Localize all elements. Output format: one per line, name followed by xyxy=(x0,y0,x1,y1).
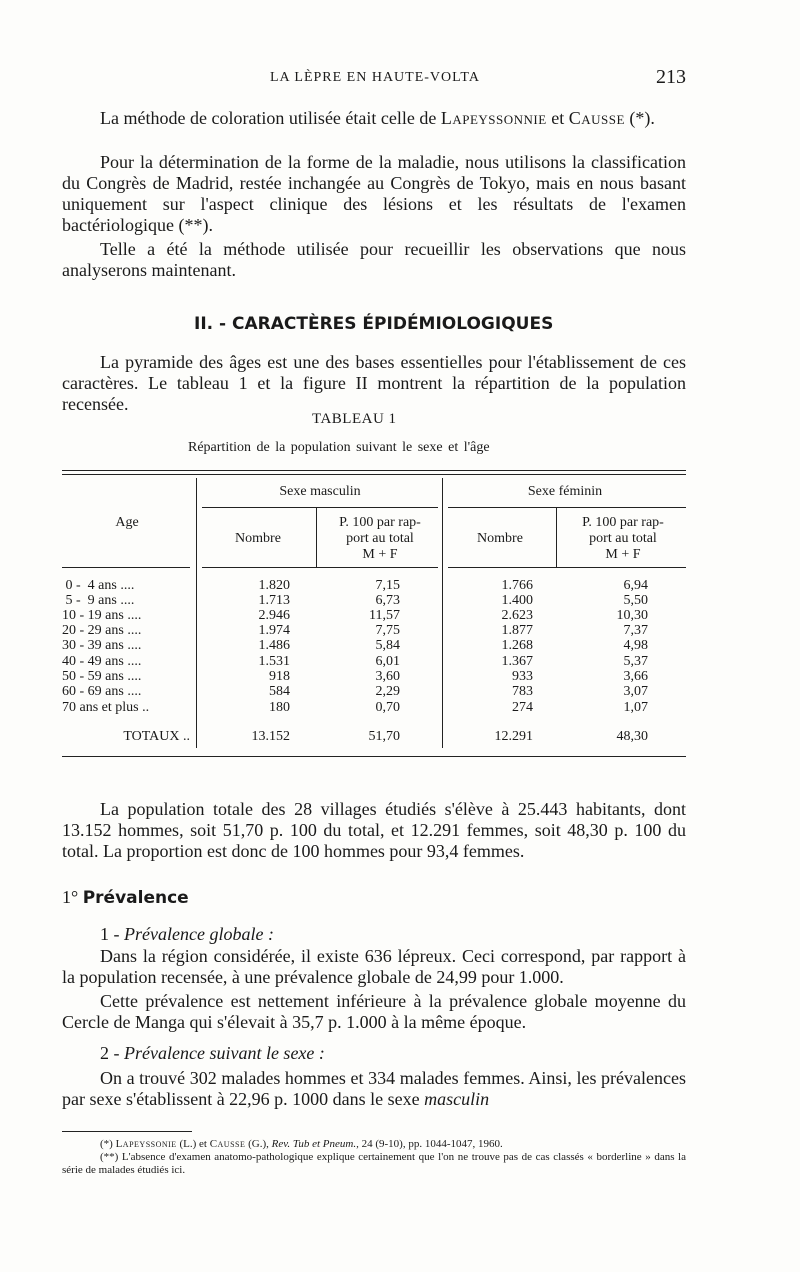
table-row: 10 - 19 ans .... 2.946 11,57 2.623 10,30 xyxy=(62,608,648,623)
table-row: 70 ans et plus .. 180 0,70 274 1,07 xyxy=(62,700,648,715)
header-female-group: Sexe féminin xyxy=(527,484,603,499)
table-row: 50 - 59 ans .... 918 3,60 933 3,66 xyxy=(62,669,648,684)
page-header xyxy=(62,66,686,94)
intro-paragraph-1: La méthode de coloration utilisée était celle de Lapeyssonnie et Causse (*). xyxy=(100,108,655,128)
table-caption: Répartition de la population suivant le sexe et l'âge xyxy=(188,440,490,455)
header-male-group: Sexe masculin xyxy=(279,484,361,499)
table-row: 0 - 4 ans .... 1.820 7,15 1.766 6,94 xyxy=(62,578,648,593)
header-pct-f: P. 100 par rap- port au total M + F xyxy=(582,515,664,562)
prevalence-paragraph-3: On a trouvé 302 malades hommes et 334 malades femmes. Ainsi, les prévalences par sexe s'établissent à 22,96 p. 1000 dans le sexe masculin xyxy=(62,1068,686,1109)
table-vline-f xyxy=(556,508,557,568)
section-paragraph-1: La pyramide des âges est une des bases essentielles pour l'établissement de ces caractères. Le tableau 1 et la figure II montrent la répartition de la population recensée. xyxy=(62,352,686,414)
author-lapeyssonnie: Lapeyssonnie xyxy=(440,108,547,128)
prevalence-paragraph-1: Dans la région considérée, il existe 636 lépreux. Ceci correspond, par rapport à la population recensée, à une prévalence globale de 24,99 pour 1.000. xyxy=(62,946,686,987)
table-total-row: TOTAUX .. 13.152 51,70 12.291 48,30 xyxy=(123,729,648,744)
intro-paragraph-2: Pour la détermination de la forme de la maladie, nous utilisons la classification du Congrès de Madrid, restée inchangée au Congrès de Tokyo, mais en nous basant uniquement sur l'aspect clinique des lésions et les résultats de l'examen bactériologique (**). xyxy=(62,152,686,235)
header-age: Age xyxy=(115,515,139,530)
footnotes xyxy=(62,1138,686,1177)
table-top-rule xyxy=(62,470,686,471)
prevalence-heading: 1° Prévalence xyxy=(62,887,189,908)
header-nombre-m: Nombre xyxy=(235,531,281,546)
table-rule-female-head xyxy=(448,567,686,568)
table-row: 5 - 9 ans .... 1.713 6,73 1.400 5,50 xyxy=(62,593,648,608)
author-causse: Causse xyxy=(568,108,625,128)
table-rule-female-group xyxy=(448,507,686,508)
footnote-rule xyxy=(62,1131,192,1132)
header-nombre-f: Nombre xyxy=(477,531,523,546)
table-row: 60 - 69 ans .... 584 2,29 783 3,07 xyxy=(62,684,648,699)
table-bottom-rule xyxy=(62,756,686,757)
page-number: 213 xyxy=(656,66,686,88)
footnote-2: (**) L'absence d'examen anatomo-pathologique explique certainement que l'on ne trouve pas de cas classés « borderline » dans la série de malades étudiés ici. xyxy=(62,1151,686,1176)
table-title: TABLEAU 1 xyxy=(312,411,397,427)
population-paragraph: La population totale des 28 villages étudiés s'élève à 25.443 habitants, dont 13.152 hommes, soit 51,70 p. 100 du total, et 12.291 femmes, soit 48,30 p. 100 du total. La proportion est donc de 100 hommes pour 93,4 femmes. xyxy=(62,799,686,861)
prevalence-paragraph-2: Cette prévalence est nettement inférieure à la prévalence globale moyenne du Cercle de Manga qui s'élevait à 35,7 p. 1.000 à la même époque. xyxy=(62,991,686,1032)
table-rule-age-head xyxy=(62,567,190,568)
section-heading: II. - CARACTÈRES ÉPIDÉMIOLOGIQUES xyxy=(194,314,554,334)
table-top-rule-2 xyxy=(62,474,686,475)
table-row: 30 - 39 ans .... 1.486 5,84 1.268 4,98 xyxy=(62,638,648,653)
intro-paragraph-3: Telle a été la méthode utilisée pour recueillir les observations que nous analyserons maintenant. xyxy=(62,239,686,280)
running-title: LA LÈPRE EN HAUTE-VOLTA xyxy=(270,70,480,85)
table-row: 20 - 29 ans .... 1.974 7,75 1.877 7,37 xyxy=(62,623,648,638)
footnote-1: (*) Lapeyssonie (L.) et Causse (G.), Rev. Tub et Pneum., 24 (9-10), pp. 1044-1047, 1960. xyxy=(100,1138,503,1150)
subheading-prevalence-sexe: 2 - Prévalence suivant le sexe : xyxy=(100,1043,325,1063)
table-rule-male-head xyxy=(202,567,438,568)
header-pct-m: P. 100 par rap- port au total M + F xyxy=(339,515,421,562)
table-rule-male-group xyxy=(202,507,438,508)
subheading-prevalence-globale: 1 - Prévalence globale : xyxy=(100,924,274,944)
table-vline-m xyxy=(316,508,317,568)
table-row: 40 - 49 ans .... 1.531 6,01 1.367 5,37 xyxy=(62,654,648,669)
